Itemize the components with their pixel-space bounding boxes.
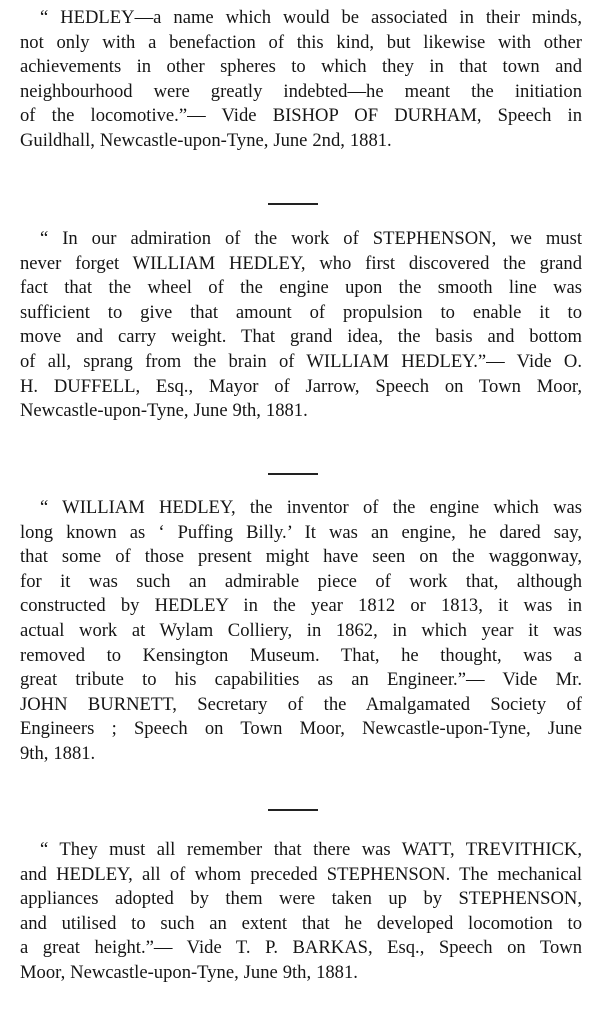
text-line: great tribute to his capabilities as an Engineer.”— Vide Mr.: [20, 669, 582, 691]
section-divider: [268, 473, 318, 475]
section-divider: [268, 809, 318, 811]
quote-barkas: [20, 838, 582, 986]
text-line: long known as ‘ Puffing Billy.’ It was an engine, he dared say,: [20, 521, 582, 543]
text-line: fact that the wheel of the engine upon the smooth line was: [20, 277, 582, 299]
text-line: of the locomotive.”— Vide BISHOP OF DURHAM, Speech in: [20, 105, 582, 127]
text-line: a great height.”— Vide T. P. BARKAS, Esq., Speech on Town: [20, 937, 582, 959]
text-line: and utilised to such an extent that he developed locomotion to: [20, 912, 582, 934]
section-divider: [268, 203, 318, 205]
quote-duffell: [20, 227, 582, 424]
text-line: removed to Kensington Museum. That, he thought, was a: [20, 644, 582, 666]
text-line: neighbourhood were greatly indebted—he meant the initiation: [20, 80, 582, 102]
text-line: Newcastle-upon-Tyne, June 9th, 1881.: [20, 400, 308, 422]
text-line: “ HEDLEY—a name which would be associated in their minds,: [40, 7, 582, 28]
text-line: H. DUFFELL, Esq., Mayor of Jarrow, Speech on Town Moor,: [20, 375, 582, 397]
text-line: for it was such an admirable piece of work that, although: [20, 570, 582, 592]
text-line: appliances adopted by them were taken up by STEPHENSON,: [20, 888, 582, 910]
text-line: Engineers ; Speech on Town Moor, Newcastle-upon-Tyne, June: [20, 718, 582, 740]
text-line: constructed by HEDLEY in the year 1812 or 1813, it was in: [20, 595, 582, 617]
text-line: “ WILLIAM HEDLEY, the inventor of the engine which was: [40, 497, 582, 518]
quote-burnett: [20, 496, 582, 767]
quote-bishop-of-durham: [20, 6, 582, 154]
text-line: of all, sprang from the brain of WILLIAM HEDLEY.”— Vide O.: [20, 350, 582, 372]
text-line: actual work at Wylam Colliery, in 1862, in which year it was: [20, 619, 582, 641]
text-line: that some of those present might have seen on the waggonway,: [20, 546, 582, 568]
text-line: never forget WILLIAM HEDLEY, who first discovered the grand: [20, 252, 582, 274]
text-line: Moor, Newcastle-upon-Tyne, June 9th, 1881.: [20, 961, 358, 983]
text-line: not only with a benefaction of this kind, but likewise with other: [20, 31, 582, 53]
text-line: “ They must all remember that there was WATT, TREVITHICK,: [40, 839, 582, 860]
text-line: 9th, 1881.: [20, 742, 96, 764]
text-line: “ In our admiration of the work of STEPHENSON, we must: [40, 228, 582, 249]
text-line: JOHN BURNETT, Secretary of the Amalgamated Society of: [20, 693, 582, 715]
text-line: and HEDLEY, all of whom preceded STEPHENSON. The mechanical: [20, 863, 582, 885]
text-line: sufficient to give that amount of propulsion to enable it to: [20, 301, 582, 323]
text-line: Guildhall, Newcastle-upon-Tyne, June 2nd, 1881.: [20, 129, 392, 151]
text-line: achievements in other spheres to which they in that town and: [20, 56, 582, 78]
text-line: move and carry weight. That grand idea, the basis and bottom: [20, 326, 582, 348]
